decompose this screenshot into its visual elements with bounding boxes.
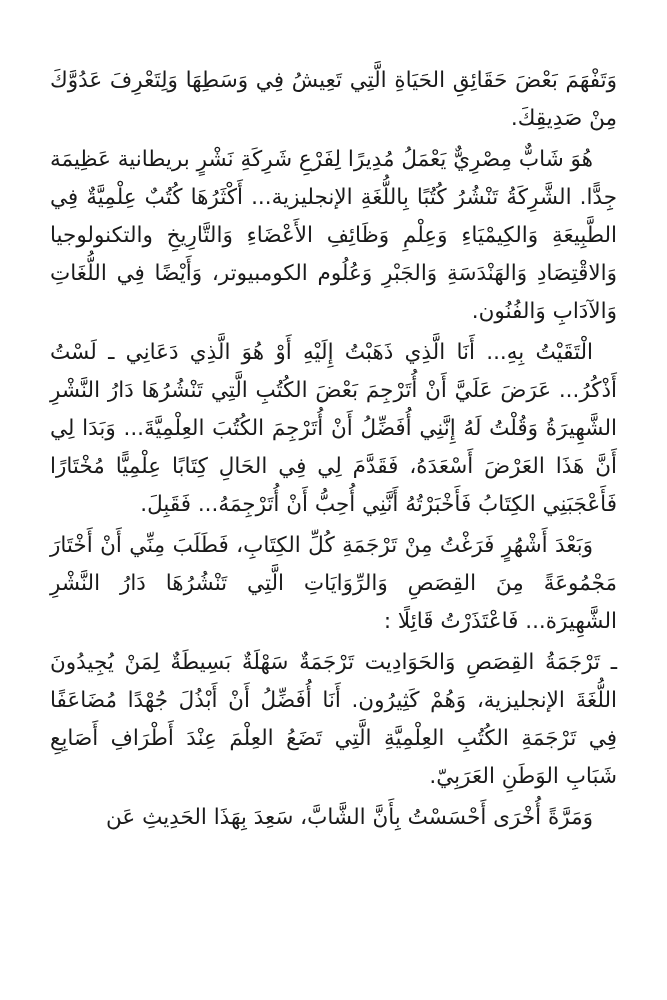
paragraph-3: الْتَقَيْتُ بِهِ... أَنَا الَّذِي ذَهَبْتُ إِلَيْهِ أَوْ هُوَ الَّذِي دَعَانِي ـ لَسْتُ أَذْكُرُ... عَرَضَ عَلَيَّ أَنْ أُتَرْجِمَ بَعْضَ الكُتُبِ الَّتِي تَنْشُرُهَا دَارُ النَّشْرِ الشَّهِيرَةُ وَقُلْتُ لَهُ إِنَّنِي أُفَضِّلُ أَنْ أُتَرْجِمَ الكُتُبَ العِلْمِيَّةَ... وَبَدَا لِي أَنَّ هَذَا العَرْضَ أَسْعَدَهُ، فَقَدَّمَ لِي فِي الحَالِ كِتَابًا عِلْمِيًّا مُخْتَارًا فَأَعْجَبَنِي الكِتَابُ فَأَخْبَرْتُهُ أَنَّنِي أُحِبُّ أَنْ أُتَرْجِمَهُ... فَقَبِلَ. — [50, 340, 617, 517]
paragraph-6: وَمَرَّةً أُخْرَى أَحْسَسْتُ بِأَنَّ الشَّابَّ، سَعِدَ بِهَذَا الحَدِيثِ عَن — [106, 805, 593, 830]
paragraph-1: وَتَفْهَمَ بَعْضَ حَقَائِقِ الحَيَاةِ الَّتِي تَعِيشُ فِي وَسَطِهَا وَلِتَعْرِفَ عَدُوَّكَ مِنْ صَدِيقِكَ. — [50, 68, 617, 131]
paragraph-2: هُوَ شَابٌّ مِصْرِيٌّ يَعْمَلُ مُدِيرًا لِفَرْعِ شَرِكَةِ نَشْرٍ بريطانية عَظِيمَة جِدًّا. الشَّرِكَةُ تَنْشُرُ كُتُبًا بِاللُّغَةِ الإنجليزية... أَكْثَرُهَا كُتُبٌ عِلْمِيَّةٌ فِي الطَّبِيعَةِ وَالكِيمْيَاءِ وَعِلْمِ وَظَائِفِ الأَعْضَاءِ وَالتَّارِيخِ والتكنولوجيا وَالاقْتِصَادِ وَالهَنْدَسَةِ وَالجَبْرِ وَعُلُوم الكومبيوتر، وَأَيْضًا فِي اللُّغَاتِ وَالآدَابِ وَالفُنُون. — [49, 147, 617, 324]
paragraph-5: ـ تَرْجَمَةُ القِصَصِ وَالحَوَادِيت تَرْجَمَةٌ سَهْلَةٌ بَسِيطَةٌ لِمَنْ يُجِيدُونَ اللُّغَةَ الإنجليزية، وَهُمْ كَثِيرُون. أَنَا أُفَضِّلُ أَنْ أَبْذُلَ جُهْدًا مُضَاعَفًا فِي تَرْجَمَةِ الكُتُبِ العِلْمِيَّةِ الَّتِي تَضَعُ العِلْمَ عِنْدَ أَطْرَافِ أَصَابِعِ شَبَابِ الوَطَنِ العَرَبِيّ. — [50, 650, 617, 789]
paragraph-4: وَبَعْدَ أَشْهُرٍ فَرَغْتُ مِنْ تَرْجَمَةِ كُلِّ الكِتَابِ، فَطَلَبَ مِنِّي أَنْ أَخْتَارَ مَجْمُوعَةً مِنَ القِصَصِ وَالرِّوَايَاتِ الَّتِي تَنْشُرُهَا دَارُ النَّشْرِ الشَّهِيرَة... فَاعْتَذَرْتُ قَائِلًا : — [50, 533, 617, 634]
